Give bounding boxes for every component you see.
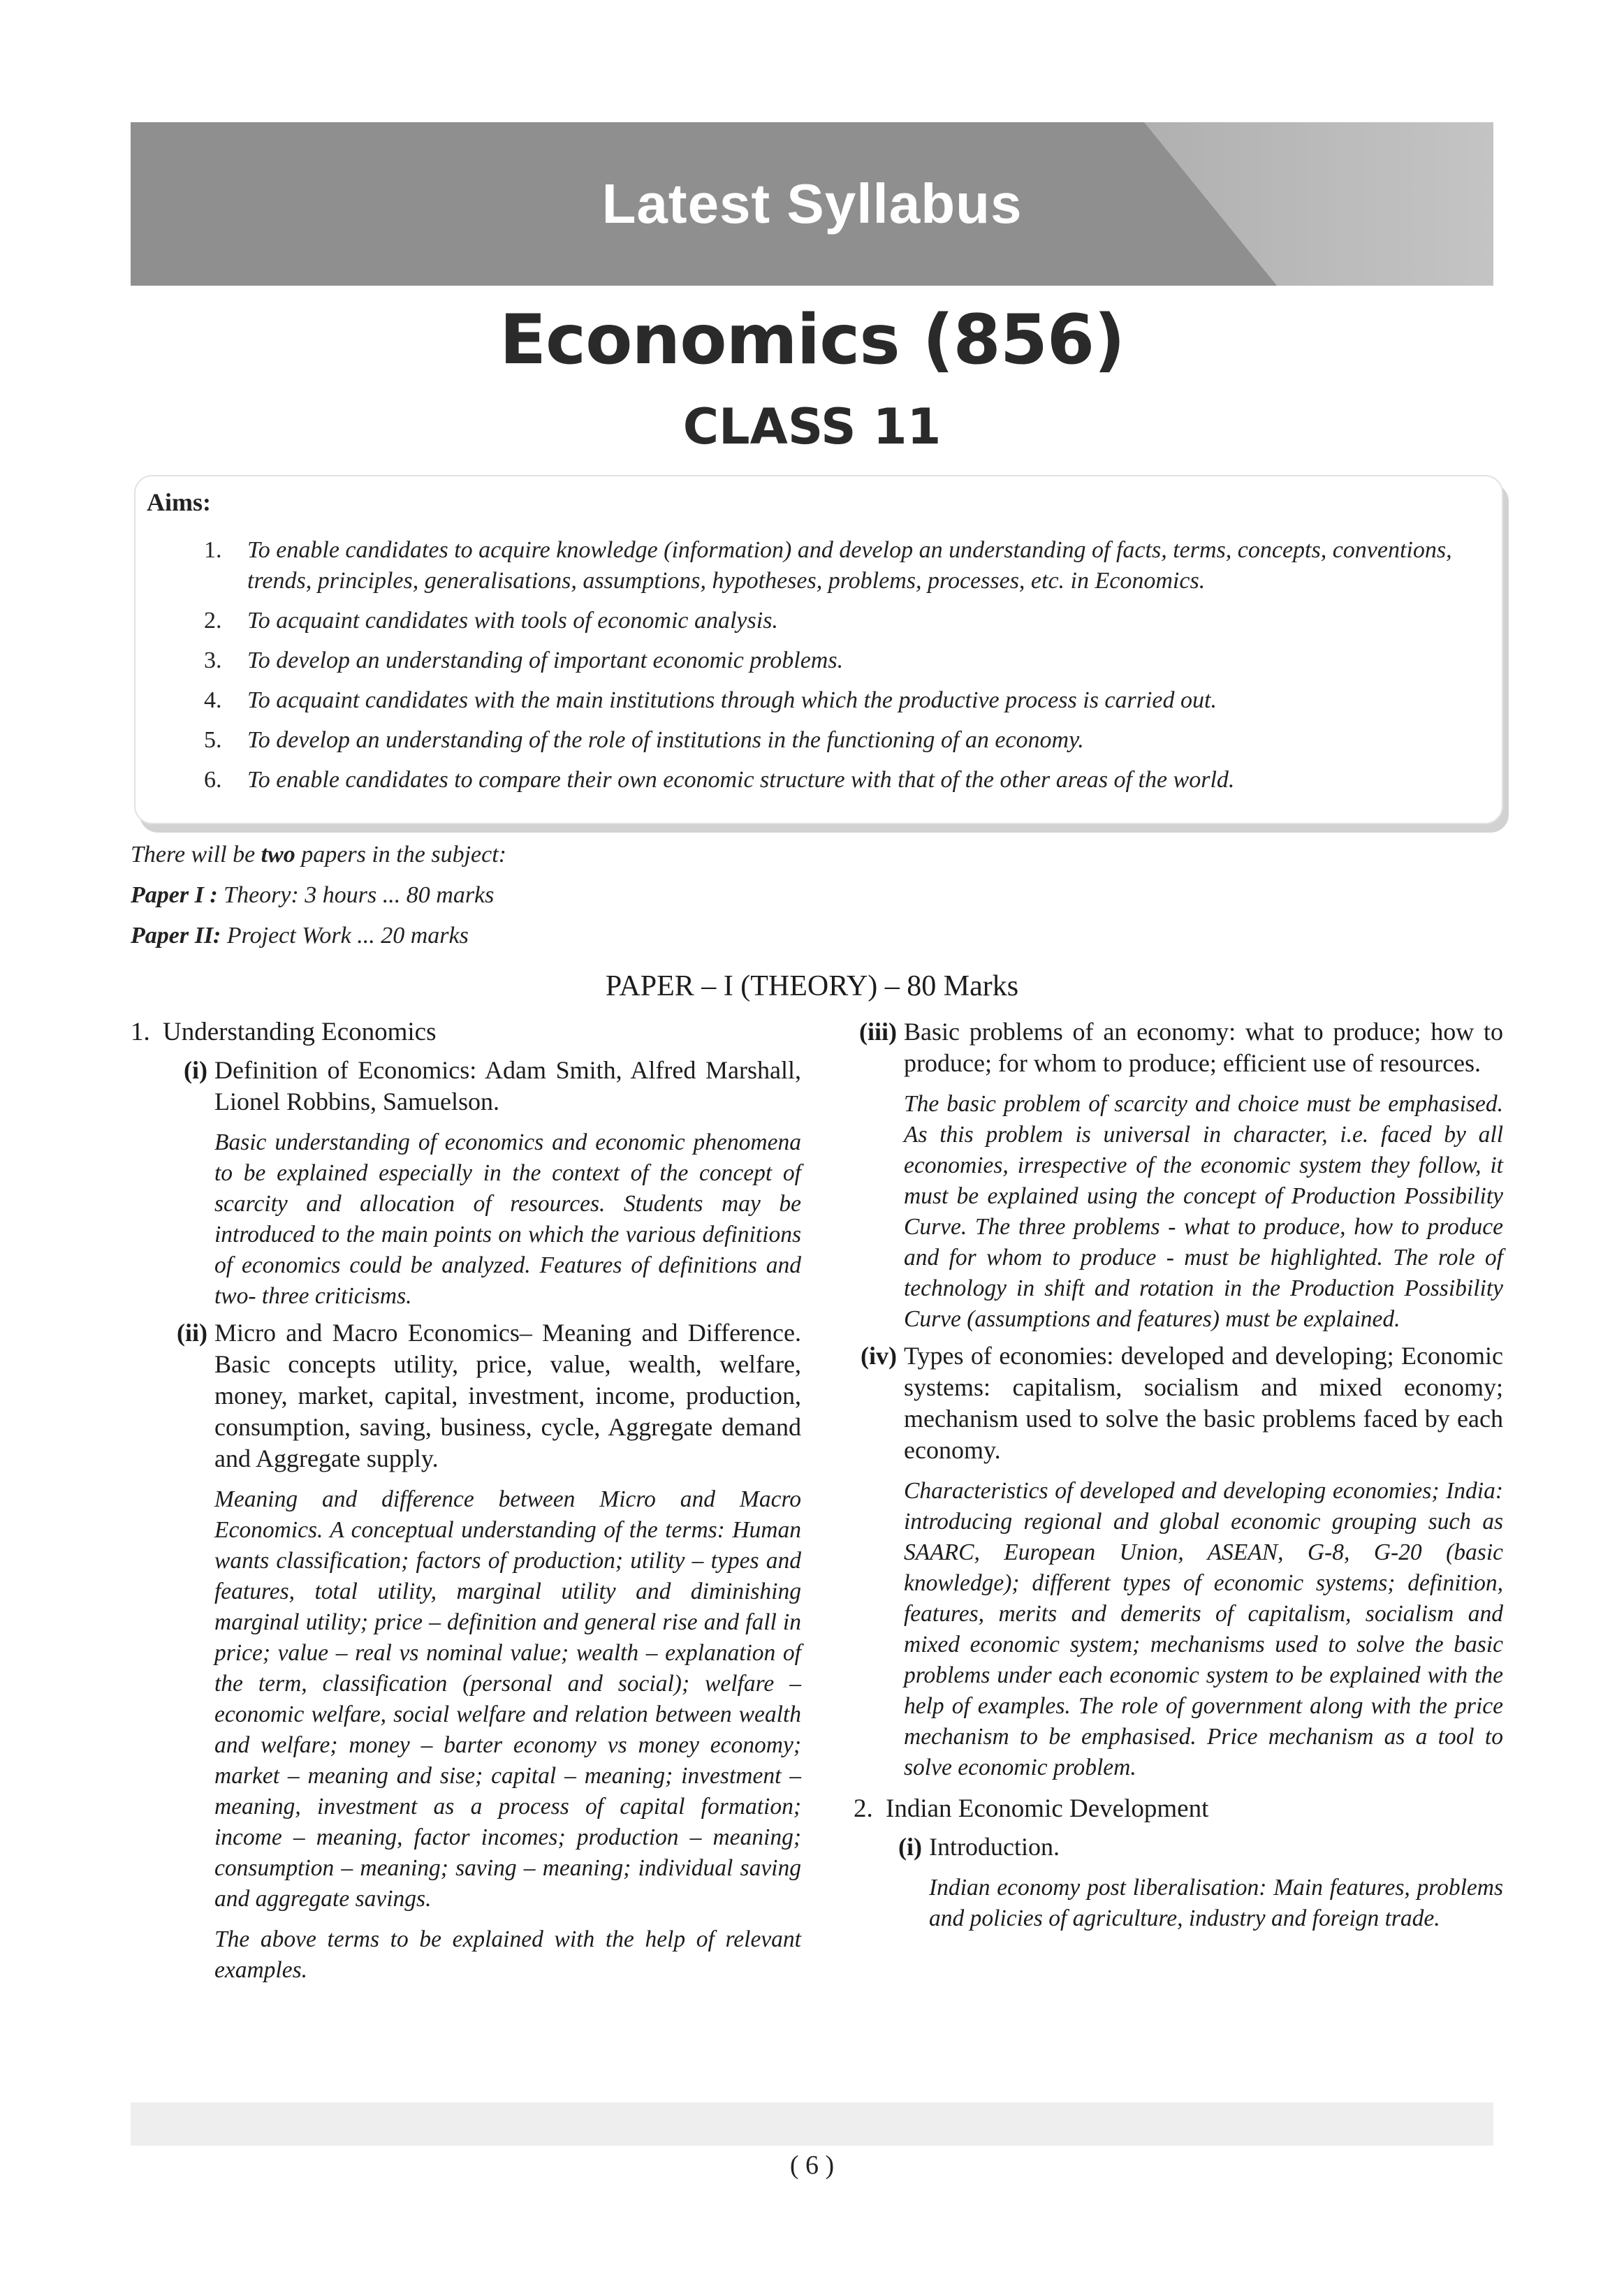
topic-note: The basic problem of scarcity and choice must be emphasised. As this problem is universal in character, i.e. faced by all economies, irrespective of the economic system they follow, it must be explained using the concept of Production Possibility Curve. The three problems - what to produce, how to produce and for whom to produce - must be highlighted. The role of technology in shift and rotation in the Production Possibility Curve (assumptions and features) must be explained.	[904, 1091, 1503, 1332]
topic-numeral: (ii)	[177, 1319, 207, 1347]
unit-heading	[854, 1793, 1503, 1824]
topic-item	[854, 1340, 1503, 1466]
aim-text: To develop an understanding of the role of institutions in the functioning of an economy.	[247, 727, 1084, 753]
aim-number: 3.	[204, 647, 222, 673]
papers-intro	[131, 835, 506, 875]
aim-item	[204, 535, 1461, 596]
aim-number: 2.	[204, 608, 222, 634]
aim-text: To enable candidates to acquire knowledge (information) and develop an understanding of facts, terms, concepts, conventions, trends, principles, generalisations, assumptions, hypotheses, problems, processes, etc. in Economics.	[247, 537, 1452, 594]
aim-number: 5.	[204, 727, 222, 753]
papers-intro-bold: two	[261, 842, 295, 868]
topic-note: The above terms to be explained with the help of relevant examples.	[214, 1926, 801, 1983]
topic-text: Types of economies: developed and developing; Economic systems: capitalism, socialism and mixed economy; mechanism used to solve the basic problems faced by each economy.	[904, 1342, 1503, 1464]
unit-number: 2.	[854, 1794, 873, 1823]
papers-intro-post: papers in the subject:	[295, 842, 506, 868]
unit-title: Indian Economic Development	[886, 1794, 1209, 1823]
footer-bar	[131, 2102, 1493, 2146]
unit-number: 1.	[131, 1018, 150, 1046]
topic-item	[164, 1317, 801, 1474]
unit-title: Understanding Economics	[163, 1018, 437, 1046]
aim-item	[204, 725, 1461, 756]
topic-text: Basic problems of an economy: what to produce; how to produce; for whom to produce; efficient use of resources.	[904, 1018, 1503, 1077]
left-column	[131, 1016, 801, 1990]
papers-info	[131, 835, 506, 956]
topic-numeral: (i)	[184, 1056, 207, 1084]
topic-item	[854, 1016, 1503, 1079]
paper-2-text: Project Work ... 20 marks	[221, 923, 469, 949]
papers-intro-pre: There will be	[131, 842, 261, 868]
topic-numeral: (i)	[898, 1833, 922, 1861]
aim-item	[204, 765, 1461, 796]
aim-text: To enable candidates to compare their own economic structure with that of the other areas of the world.	[247, 767, 1235, 793]
aim-text: To develop an understanding of important economic problems.	[247, 647, 844, 673]
paper-2-label: Paper II:	[131, 923, 221, 949]
paper-1-label: Paper I :	[131, 882, 218, 908]
header-banner	[131, 122, 1493, 286]
aim-item	[204, 685, 1461, 716]
right-column	[854, 1016, 1503, 1938]
aim-number: 1.	[204, 537, 222, 563]
aim-number: 4.	[204, 687, 222, 713]
subject-title: Economics (856)	[499, 300, 1125, 380]
aim-item	[204, 606, 1461, 636]
topic-text: Introduction.	[929, 1833, 1060, 1861]
aim-text: To acquaint candidates with the main institutions through which the productive process is carried out.	[247, 687, 1217, 713]
topic-numeral: (iii)	[859, 1018, 897, 1046]
paper-2-line	[131, 916, 506, 956]
topic-item	[164, 1055, 801, 1118]
unit-heading	[131, 1016, 801, 1048]
topic-note: Characteristics of developed and developing economies; India: introducing regional and global economic grouping such as SAARC, European Union, ASEAN, G-8, G-20 (basic knowledge); different types of economic systems; definition, features, merits and demerits of capitalism, socialism and mixed economic system; mechanisms used to solve the basic problems under each economic system to be explained with the help of examples. The role of government along with the price mechanism to be emphasised. Price mechanism as a tool to solve economic problem.	[904, 1478, 1503, 1780]
paper-1-line	[131, 875, 506, 916]
aims-box	[134, 475, 1503, 824]
topic-item	[879, 1831, 1503, 1863]
aim-item	[204, 645, 1461, 676]
topic-text: Micro and Macro Economics– Meaning and Difference. Basic concepts utility, price, value, wealth, welfare, money, market, capital, investment, income, production, consumption, saving, business, cycle, Aggregate demand and Aggregate supply.	[214, 1319, 801, 1472]
topic-numeral: (iv)	[861, 1342, 897, 1370]
paper-1-text: Theory: 3 hours ... 80 marks	[217, 882, 495, 908]
topic-note: Basic understanding of economics and economic phenomena to be explained especially in the context of the concept of scarcity and allocation of resources. Students may be introduced to the main points on which the various definitions of economics could be analyzed. Features of definitions and two- three criticisms.	[214, 1129, 801, 1309]
aims-heading: Aims:	[147, 488, 211, 516]
section-heading: PAPER – I (THEORY) – 80 Marks	[605, 970, 1019, 1002]
aim-number: 6.	[204, 767, 222, 793]
aim-text: To acquaint candidates with tools of economic analysis.	[247, 608, 778, 634]
topic-note: Indian economy post liberalisation: Main features, problems and policies of agriculture, industry and foreign trade.	[929, 1875, 1503, 1931]
class-title: CLASS 11	[682, 398, 942, 455]
topic-note: Meaning and difference between Micro and Macro Economics. A conceptual understanding of the terms: Human wants classification; factors of production; utility – types and features, total utility, marginal utility and diminishing marginal utility; price – definition and general rise and fall in price; value – real vs nominal value; wealth – explanation of the term, classification (personal and social); welfare – economic welfare, social welfare and relation between wealth and welfare; money – barter economy vs money economy; market – meaning and sise; capital – meaning; investment – meaning, investment as a process of capital formation; income – meaning, factor incomes; production – meaning; consumption – meaning; saving – meaning; individual saving and aggregate savings.	[214, 1486, 801, 1912]
page-number: ( 6 )	[789, 2151, 835, 2180]
topic-text: Definition of Economics: Adam Smith, Alfred Marshall, Lionel Robbins, Samuelson.	[214, 1056, 801, 1115]
banner-title: Latest Syllabus	[601, 173, 1023, 235]
aims-list	[204, 535, 1461, 805]
